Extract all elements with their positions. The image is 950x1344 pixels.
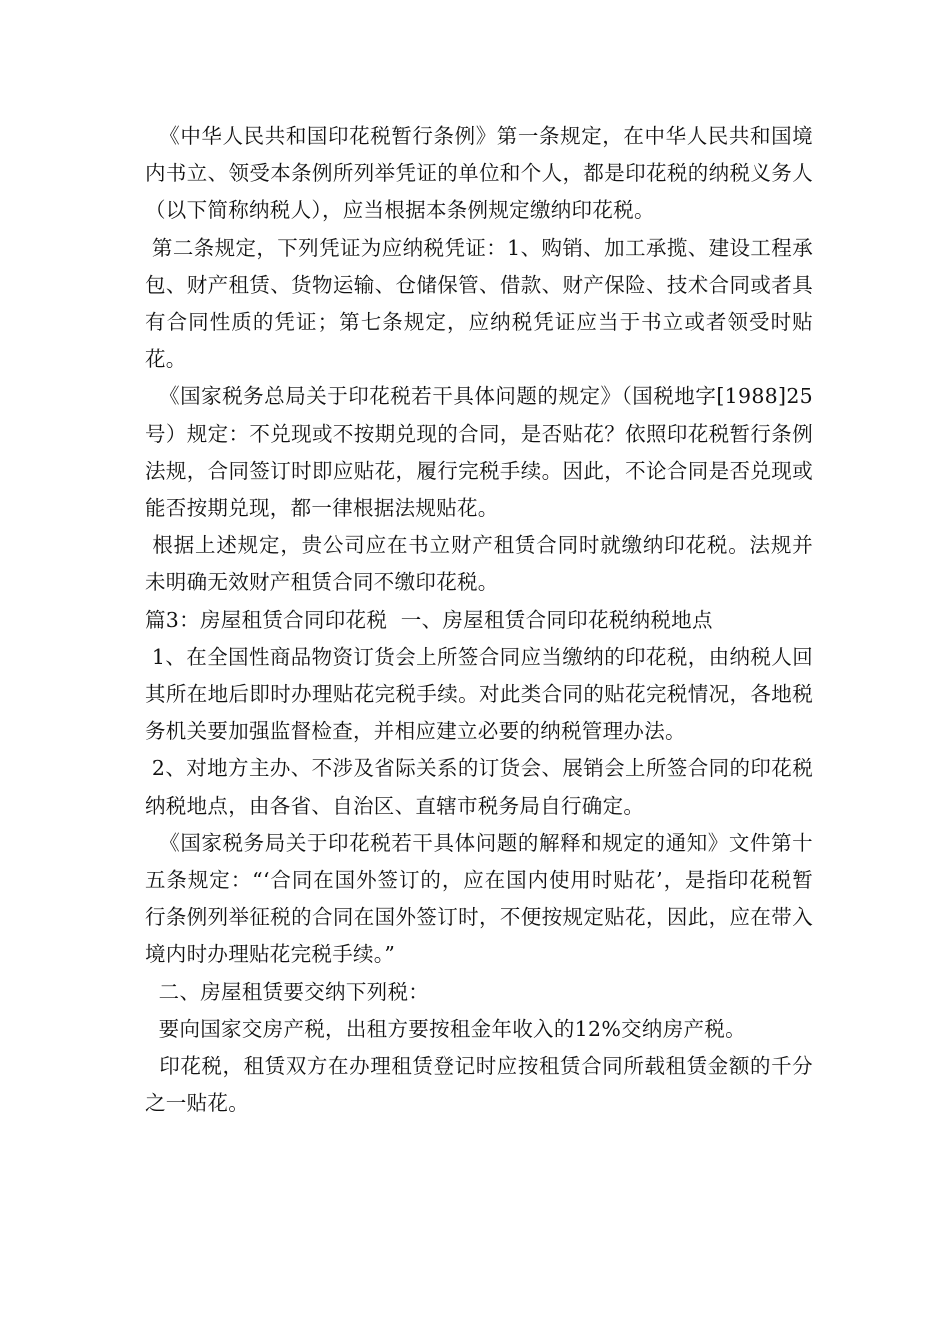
paragraph-property-tax: 要向国家交房产税，出租方要按租金年收入的12%交纳房产税。 (145, 1016, 746, 1041)
paragraph-notice-article-15: 《国家税务局关于印花税若干具体问题的解释和规定的通知》文件第十五条规定：“‘合同在国外签订的，应在国内使用时贴花’，是指印花税暂行条例列举征税的合同在国外签订时，不便按规定贴花，因此，应在带入境内时办理贴花完税手续。” (145, 830, 813, 967)
paragraph-stamp-tax-rate: 印花税，租赁双方在办理租赁登记时应按租赁合同所载租赁金额的千分之一贴花。 (145, 1054, 813, 1116)
paragraph-conclusion: 根据上述规定，贵公司应在书立财产租赁合同时就缴纳印花税。法规并未明确无效财产租赁合同不缴印花税。 (145, 533, 813, 595)
paragraph-state-tax-regulation-1988: 《国家税务总局关于印花税若干具体问题的规定》（国税地字[1988]25号）规定：不兑现或不按期兑现的合同，是否贴花？依照印花税暂行条例法规，合同签订时即应贴花，履行完税手续。因此，不论合同是否兑现或能否按期兑现，都一律根据法规贴花。 (145, 384, 813, 521)
paragraph-item-2-local-fair: 2、对地方主办、不涉及省际关系的订货会、展销会上所签合同的印花税纳税地点，由各省、自治区、直辖市税务局自行确定。 (145, 756, 813, 818)
document-body (145, 118, 813, 1122)
paragraph-stamp-tax-article-1: 《中华人民共和国印花税暂行条例》第一条规定，在中华人民共和国境内书立、领受本条例所列举凭证的单位和个人，都是印花税的纳税义务人（以下简称纳税人），应当根据本条例规定缴纳印花税。 (145, 124, 813, 223)
section-heading-taxes-due: 二、房屋租赁要交纳下列税： (145, 979, 430, 1004)
paragraph-item-1-national-fair: 1、在全国性商品物资订货会上所签合同应当缴纳的印花税，由纳税人回其所在地后即时办理贴花完税手续。对此类合同的贴花完税情况，各地税务机关要加强监督检查，并相应建立必要的纳税管理办法。 (145, 644, 813, 744)
paragraph-article-2-and-7: 第二条规定，下列凭证为应纳税凭证：1、购销、加工承揽、建设工程承包、财产租赁、货物运输、仓储保管、借款、财产保险、技术合同或者具有合同性质的凭证；第七条规定，应纳税凭证应当于书立或者领受时贴花。 (145, 235, 813, 372)
section-heading-part-3: 篇3：房屋租赁合同印花税 一、房屋租赁合同印花税纳税地点 (145, 607, 713, 632)
